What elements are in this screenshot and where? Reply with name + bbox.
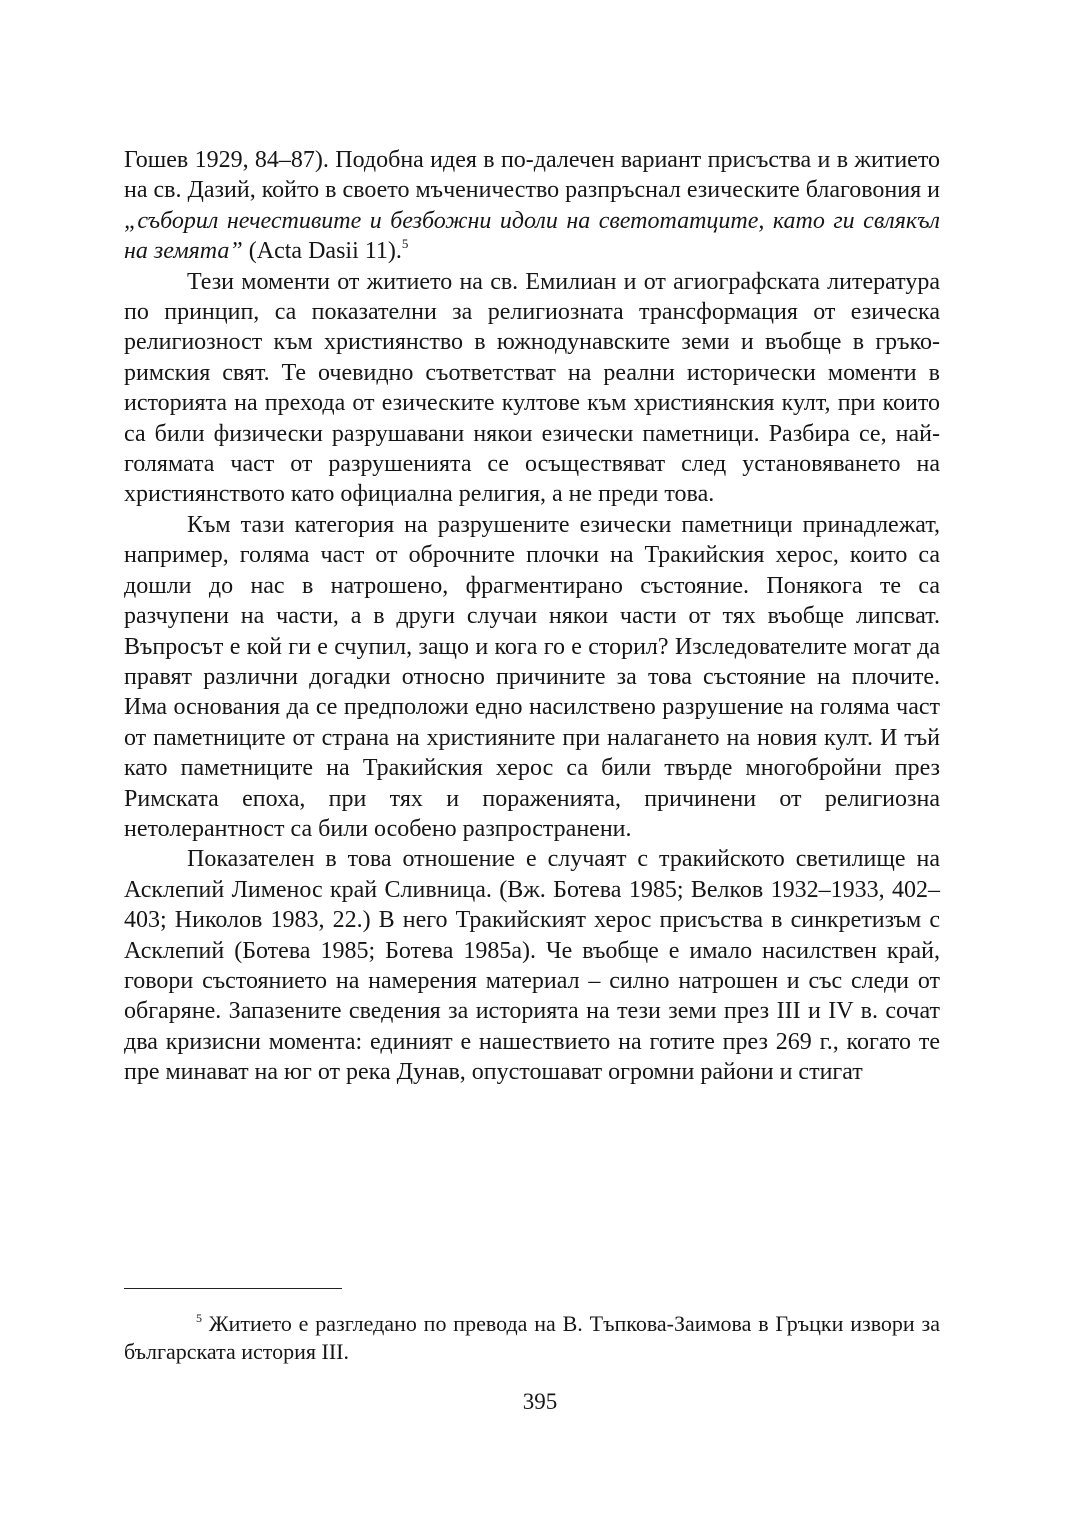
paragraph-3: Към тази категория на разрушените езически паметници принадлежат, например, голяма част от оброчните плочки на Тракийския херос, които са дошли до нас в натрошено, фрагментирано състояние. Понякога те са разчупени на части, а в други случаи някои части от тях въобще липсват. Въпросът е кой ги е счупил, защо и кога го е сторил? Изследователите могат да правят различни догадки относно причините за това състояние на плочите. Има основания да се предположи едно насилствено разрушение на голяма част от паметниците от страна на християните при налагането на новия култ. И тъй като паметниците на Тракийския херос са били твърде многобройни през Римската епоха, при тях и пораженията, причинени от религиозна нетолерантност са били особено разпространени. bbox=[124, 511, 940, 842]
main-text bbox=[124, 145, 940, 1088]
footnote-divider bbox=[124, 1288, 342, 1289]
footnote-number: 5 bbox=[196, 1311, 202, 1325]
footnote-reference[interactable]: 5 bbox=[401, 236, 409, 252]
paragraph-2: Тези моменти от житието на св. Емилиан и от агиографската литература по принцип, са показателни за религиозната трансформация от езическа религиозност към християнство в южнодунавските земи и въобще в гръко-римския свят. Те очевидно съответстват на реални исторически моменти в историята на прехода от езическите култове към християнския култ, при които са били физически разрушавани някои езически паметници. Разбира се, най-голямата част от разрушенията се осъществяват след установяването на християнството като официална религия, а не преди това. bbox=[124, 268, 940, 508]
paragraph-1-text: Гошев 1929, 84–87). Подобна идея в по-далечен вариант присъства и в житието на св. Дазий, който в своето мъченичество разпръснал езическите благовония и bbox=[124, 147, 940, 204]
footnote-text: Житието е разгледано по превода на В. Тъпкова-Заимова в Гръцки извори за българската история III. bbox=[124, 1311, 941, 1364]
paragraph-1-citation: (Acta Dasii 11). bbox=[242, 238, 402, 265]
quote-italic: „съборил нечестивите и безбожни идоли на светотатците, като ги свлякъл на земята” bbox=[124, 207, 940, 265]
page-number: 395 bbox=[522, 1389, 558, 1414]
paragraph-4: Показателен в това отношение е случаят с тракийското светилище на Асклепий Лименос край Сливница. (Вж. Ботева 1985; Велков 1932–1933, 402–403; Николов 1983, 22.) В него Тракийският херос присъства в синкретизъм с Асклепий (Ботева 1985; Ботева 1985а). Че въобще е имало насилствен край, говори състоянието на намерения материал – силно натрошен и със следи от обгаряне. Запазените сведения за историята на тези земи през III и IV в. сочат два кризисни момента: единият е нашествието на готите през 269 г., когато те пре минават на юг от река Дунав, опустошават огромни райони и стигат bbox=[124, 846, 941, 1086]
paragraph-1 bbox=[124, 145, 940, 267]
footnote bbox=[124, 1310, 940, 1366]
